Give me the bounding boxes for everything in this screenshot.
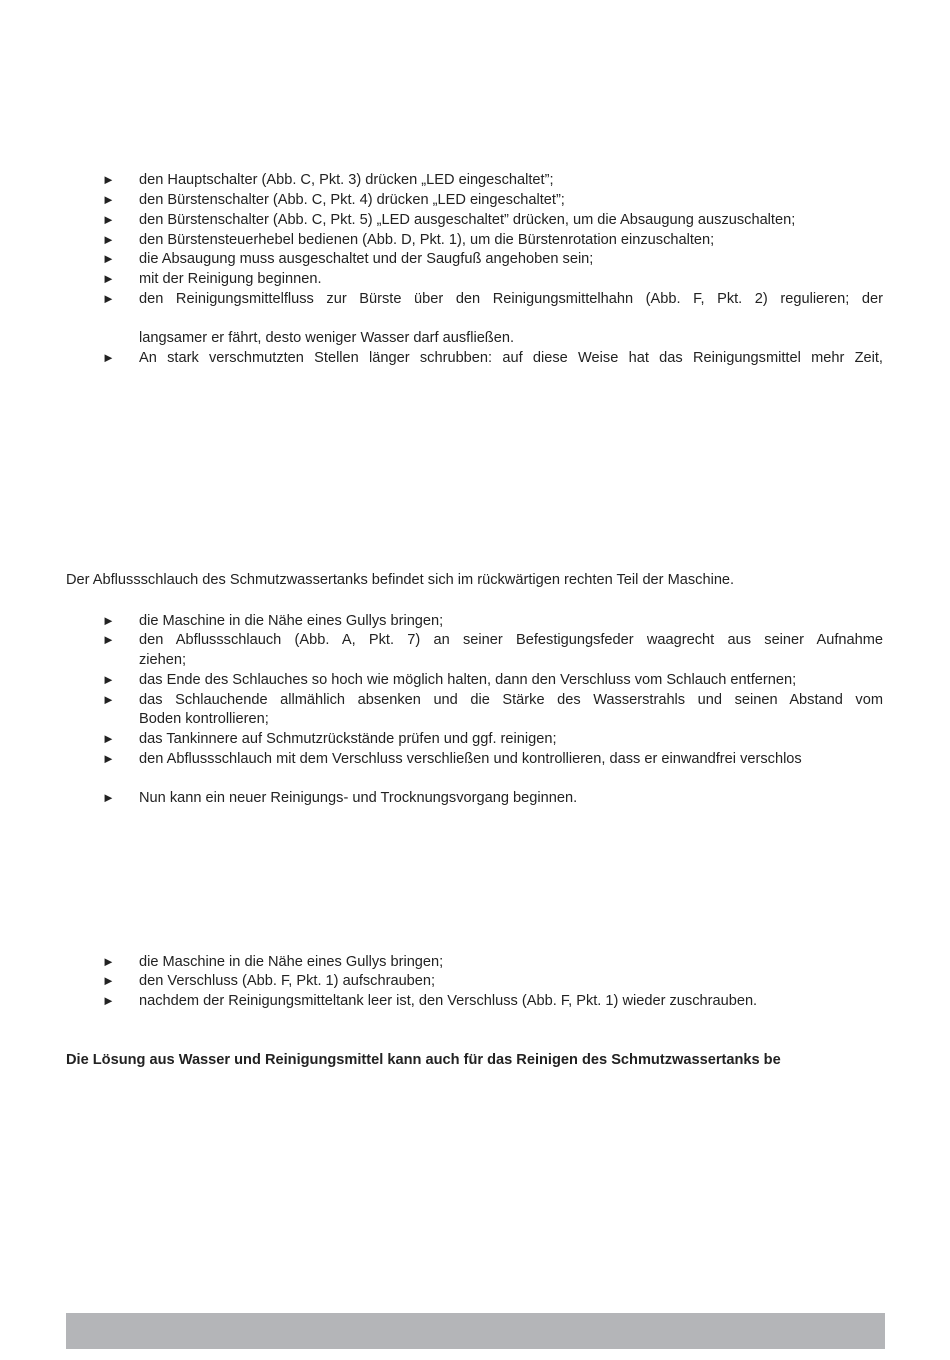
list-item-continuation: langsamer er fährt, desto weniger Wasser darf ausfließen. xyxy=(139,330,515,346)
list-item: Nun kann ein neuer Reinigungs- und Trocknungsvorgang beginnen. xyxy=(139,790,578,806)
list-item: den Verschluss (Abb. F, Pkt. 1) aufschrauben; xyxy=(139,973,436,989)
list-item: die Maschine in die Nähe eines Gullys bringen; xyxy=(139,613,444,629)
list-item: die Maschine in die Nähe eines Gullys bringen; xyxy=(139,954,444,970)
list-item: den Reinigungsmittelfluss zur Bürste über den Reinigungsmittelhahn (Abb. F, Pkt. 2) regulieren; der xyxy=(139,291,883,307)
bullet-arrow-icon: ► xyxy=(102,613,115,628)
bullet-arrow-icon: ► xyxy=(102,291,115,306)
list-item: mit der Reinigung beginnen. xyxy=(139,271,322,287)
bullet-arrow-icon: ► xyxy=(102,251,115,266)
section2-intro: Der Abflussschlauch des Schmutzwassertanks befindet sich im rückwärtigen rechten Teil der Maschine. xyxy=(66,572,735,588)
bullet-arrow-icon: ► xyxy=(102,212,115,227)
list-item: den Hauptschalter (Abb. C, Pkt. 3) drücken „LED eingeschaltet”; xyxy=(139,172,554,188)
bullet-arrow-icon: ► xyxy=(102,672,115,687)
list-item: das Ende des Schlauches so hoch wie möglich halten, dann den Verschluss vom Schlauch entfernen; xyxy=(139,672,797,688)
bullet-arrow-icon: ► xyxy=(102,973,115,988)
list-item: den Bürstensteuerhebel bedienen (Abb. D, Pkt. 1), um die Bürstenrotation einzuschalten; xyxy=(139,232,715,248)
bullet-arrow-icon: ► xyxy=(102,271,115,286)
list-item: den Abflussschlauch (Abb. A, Pkt. 7) an seiner Befestigungsfeder waagrecht aus seiner Aufnahme xyxy=(139,632,883,648)
list-item: das Tankinnere auf Schmutzrückstände prüfen und ggf. reinigen; xyxy=(139,731,557,747)
list-item: An stark verschmutzten Stellen länger schrubben: auf diese Weise hat das Reinigungsmittel mehr Zeit, xyxy=(139,350,883,366)
bullet-arrow-icon: ► xyxy=(102,993,115,1008)
list-item-continuation: Boden kontrollieren; xyxy=(139,711,269,727)
bullet-arrow-icon: ► xyxy=(102,350,115,365)
bullet-arrow-icon: ► xyxy=(102,632,115,647)
bullet-arrow-icon: ► xyxy=(102,232,115,247)
bullet-arrow-icon: ► xyxy=(102,192,115,207)
list-item-continuation: ziehen; xyxy=(139,652,187,668)
list-item: den Bürstenschalter (Abb. C, Pkt. 4) drücken „LED eingeschaltet”; xyxy=(139,192,565,208)
list-item: den Abflussschlauch mit dem Verschluss verschließen und kontrollieren, dass er einwandfrei verschlos xyxy=(139,751,802,767)
list-item: den Bürstenschalter (Abb. C, Pkt. 5) „LED ausgeschaltet” drücken, um die Absaugung auszuschalten; xyxy=(139,212,796,228)
bullet-arrow-icon: ► xyxy=(102,954,115,969)
footer-bar xyxy=(66,1313,885,1349)
bullet-arrow-icon: ► xyxy=(102,731,115,746)
bullet-arrow-icon: ► xyxy=(102,172,115,187)
bullet-arrow-icon: ► xyxy=(102,751,115,766)
section3-note: Die Lösung aus Wasser und Reinigungsmittel kann auch für das Reinigen des Schmutzwassertanks be xyxy=(66,1052,781,1068)
list-item: das Schlauchende allmählich absenken und die Stärke des Wasserstrahls und seinen Abstand vom xyxy=(139,692,883,708)
bullet-arrow-icon: ► xyxy=(102,790,115,805)
list-item: nachdem der Reinigungsmitteltank leer ist, den Verschluss (Abb. F, Pkt. 1) wieder zuschrauben. xyxy=(139,993,758,1009)
bullet-arrow-icon: ► xyxy=(102,692,115,707)
list-item: die Absaugung muss ausgeschaltet und der Saugfuß angehoben sein; xyxy=(139,251,594,267)
